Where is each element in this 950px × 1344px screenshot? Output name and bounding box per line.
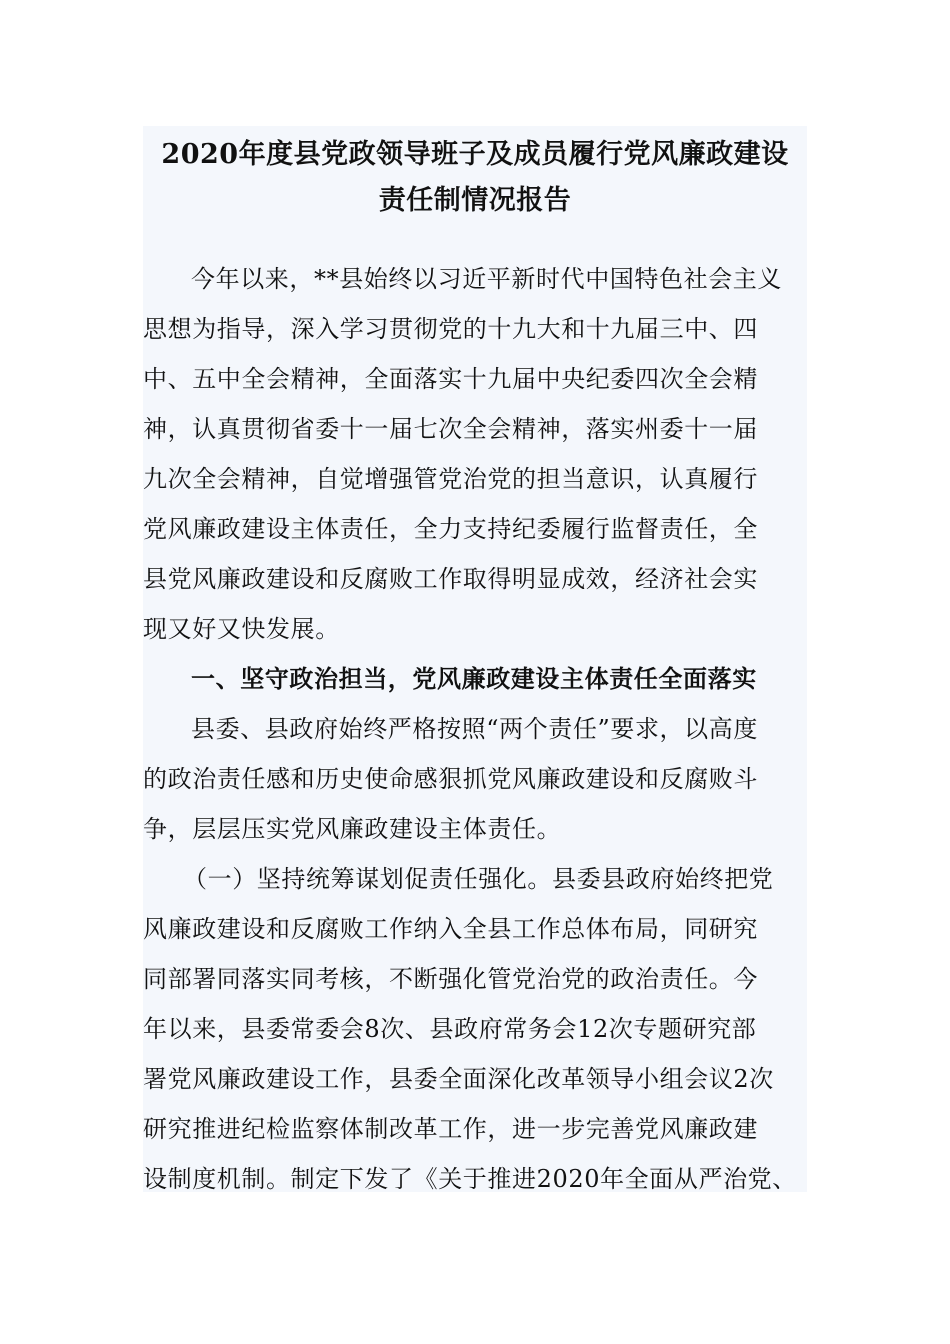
paragraph-line: 九次全会精神，自觉增强管党治党的担当意识，认真履行 [143, 465, 758, 493]
paragraph-line: 党风廉政建设主体责任，全力支持纪委履行监督责任，全 [143, 515, 758, 543]
paragraph-line: 思想为指导，深入学习贯彻党的十九大和十九届三中、四 [143, 315, 758, 343]
title-line-1: 2020年度县党政领导班子及成员履行党风廉政建设 [161, 139, 789, 170]
paragraph-line: 现又好又快发展。 [143, 615, 340, 643]
document-title [143, 126, 807, 224]
paragraph-line: 中、五中全会精神，全面落实十九届中央纪委四次全会精 [143, 365, 758, 393]
paragraph-line: 同部署同落实同考核，不断强化管党治党的政治责任。今 [143, 965, 758, 993]
paragraph-line: 署党风廉政建设工作，县委全面深化改革领导小组会议2次 [143, 1065, 774, 1093]
paragraph-line: 今年以来，**县始终以习近平新时代中国特色社会主义 [191, 265, 782, 293]
section-heading: 一、坚守政治担当，党风廉政建设主体责任全面落实 [191, 664, 757, 693]
document-text-block [143, 126, 807, 1192]
title-line-2: 责任制情况报告 [378, 185, 572, 216]
paragraph-line: 县委、县政府始终严格按照“两个责任”要求，以高度 [191, 715, 758, 743]
paragraph-line: 争，层层压实党风廉政建设主体责任。 [143, 815, 562, 843]
paragraph-line: 神，认真贯彻省委十一届七次全会精神，落实州委十一届 [143, 415, 758, 443]
document-body [143, 254, 807, 1204]
paragraph-line: 年以来，县委常委会8次、县政府常务会12次专题研究部 [143, 1015, 757, 1043]
paragraph-line: 研究推进纪检监察体制改革工作，进一步完善党风廉政建 [143, 1115, 758, 1143]
paragraph-line: （一）坚持统筹谋划促责任强化。县委县政府始终把党 [183, 865, 774, 893]
paragraph-line: 县党风廉政建设和反腐败工作取得明显成效，经济社会实 [143, 565, 758, 593]
paragraph-line: 风廉政建设和反腐败工作纳入全县工作总体布局，同研究 [143, 915, 758, 943]
paragraph-line: 的政治责任感和历史使命感狠抓党风廉政建设和反腐败斗 [143, 765, 758, 793]
paragraph-line: 设制度机制。制定下发了《关于推进2020年全面从严治党、 [143, 1165, 797, 1193]
